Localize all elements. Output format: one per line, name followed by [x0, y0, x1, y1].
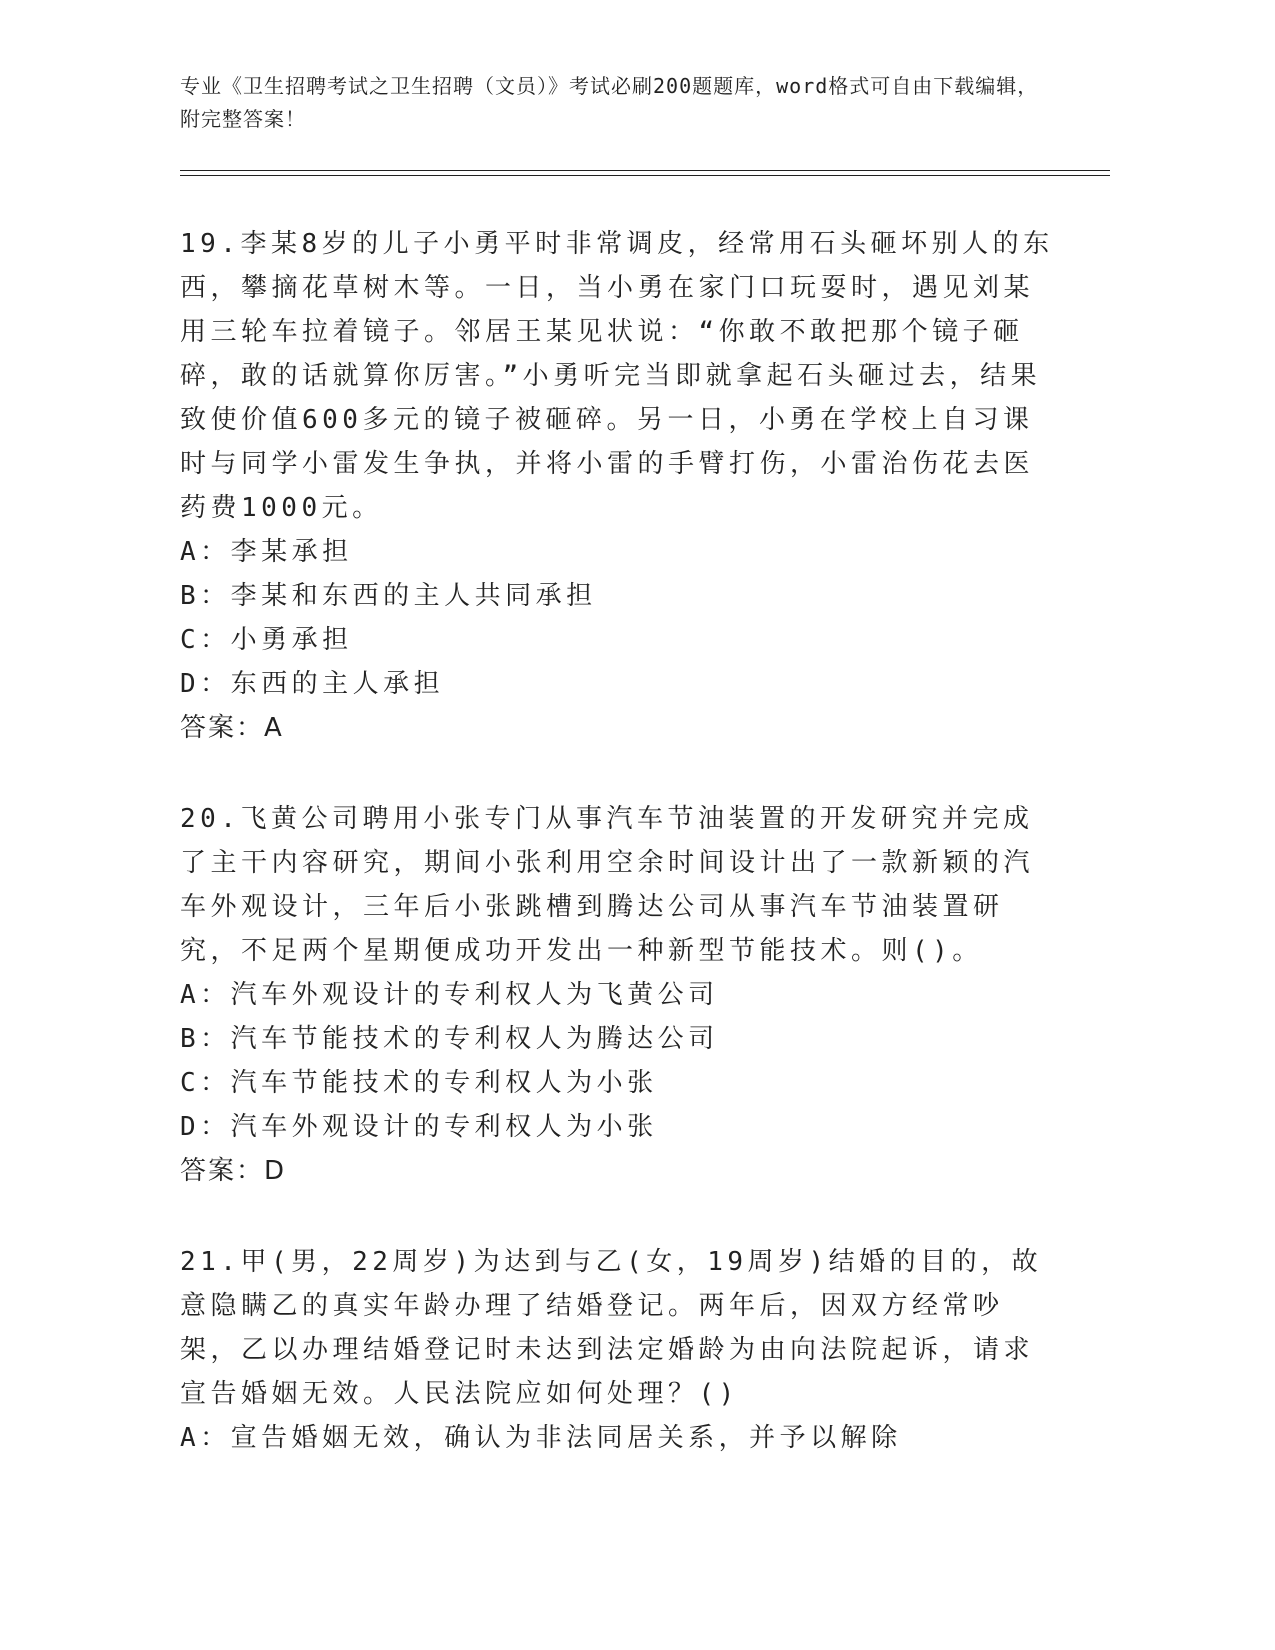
option-d: D：东西的主人承担	[180, 669, 445, 699]
answer: 答案：D	[180, 1156, 287, 1186]
option-a: A：汽车外观设计的专利权人为飞黄公司	[180, 980, 719, 1010]
question-stem: 19.李某8岁的儿子小勇平时非常调皮，经常用石头砸坏别人的东西，攀摘花草树木等。一日，当小勇在家门口玩耍时，遇见刘某用三轮车拉着镜子。邻居王某见状说：“你敢不敢把那个镜子砸碎，敢的话就算你厉害。”小勇听完当即就拿起石头砸过去，结果致使价值600多元的镜子被砸碎。另一日，小勇在学校上自习课时与同学小雷发生争执，并将小雷的手臂打伤，小雷治伤花去医药费1000元。	[180, 229, 1054, 523]
question-stem: 20.飞黄公司聘用小张专门从事汽车节油装置的开发研究并完成了主干内容研究，期间小张利用空余时间设计出了一款新颖的汽车外观设计，三年后小张跳槽到腾达公司从事汽车节油装置研究，不足两个星期便成功开发出一种新型节能技术。则()。	[180, 804, 1035, 966]
question-20	[180, 797, 1060, 1193]
page-header	[180, 70, 1040, 136]
option-c: C：小勇承担	[180, 625, 353, 655]
question-list	[180, 222, 1060, 1507]
question-stem: 21.甲(男，22周岁)为达到与乙(女，19周岁)结婚的目的，故意隐瞒乙的真实年龄办理了结婚登记。两年后，因双方经常吵架，乙以办理结婚登记时未达到法定婚龄为由向法院起诉，请求宣告婚姻无效。人民法院应如何处理？()	[180, 1247, 1043, 1409]
question-19	[180, 222, 1060, 750]
header-rule-top	[180, 170, 1110, 171]
option-c: C：汽车节能技术的专利权人为小张	[180, 1068, 658, 1098]
header-rule-bottom	[180, 175, 1110, 176]
option-d: D：汽车外观设计的专利权人为小张	[180, 1112, 658, 1142]
option-b: B：李某和东西的主人共同承担	[180, 581, 597, 611]
option-b: B：汽车节能技术的专利权人为腾达公司	[180, 1024, 719, 1054]
option-a: A：宣告婚姻无效，确认为非法同居关系，并予以解除	[180, 1423, 902, 1453]
header-text: 专业《卫生招聘考试之卫生招聘（文员）》考试必刷200题题库，word格式可自由下载编辑，附完整答案！	[180, 74, 1039, 131]
option-a: A：李某承担	[180, 537, 353, 567]
question-21	[180, 1240, 1060, 1460]
answer: 答案：A	[180, 713, 284, 743]
